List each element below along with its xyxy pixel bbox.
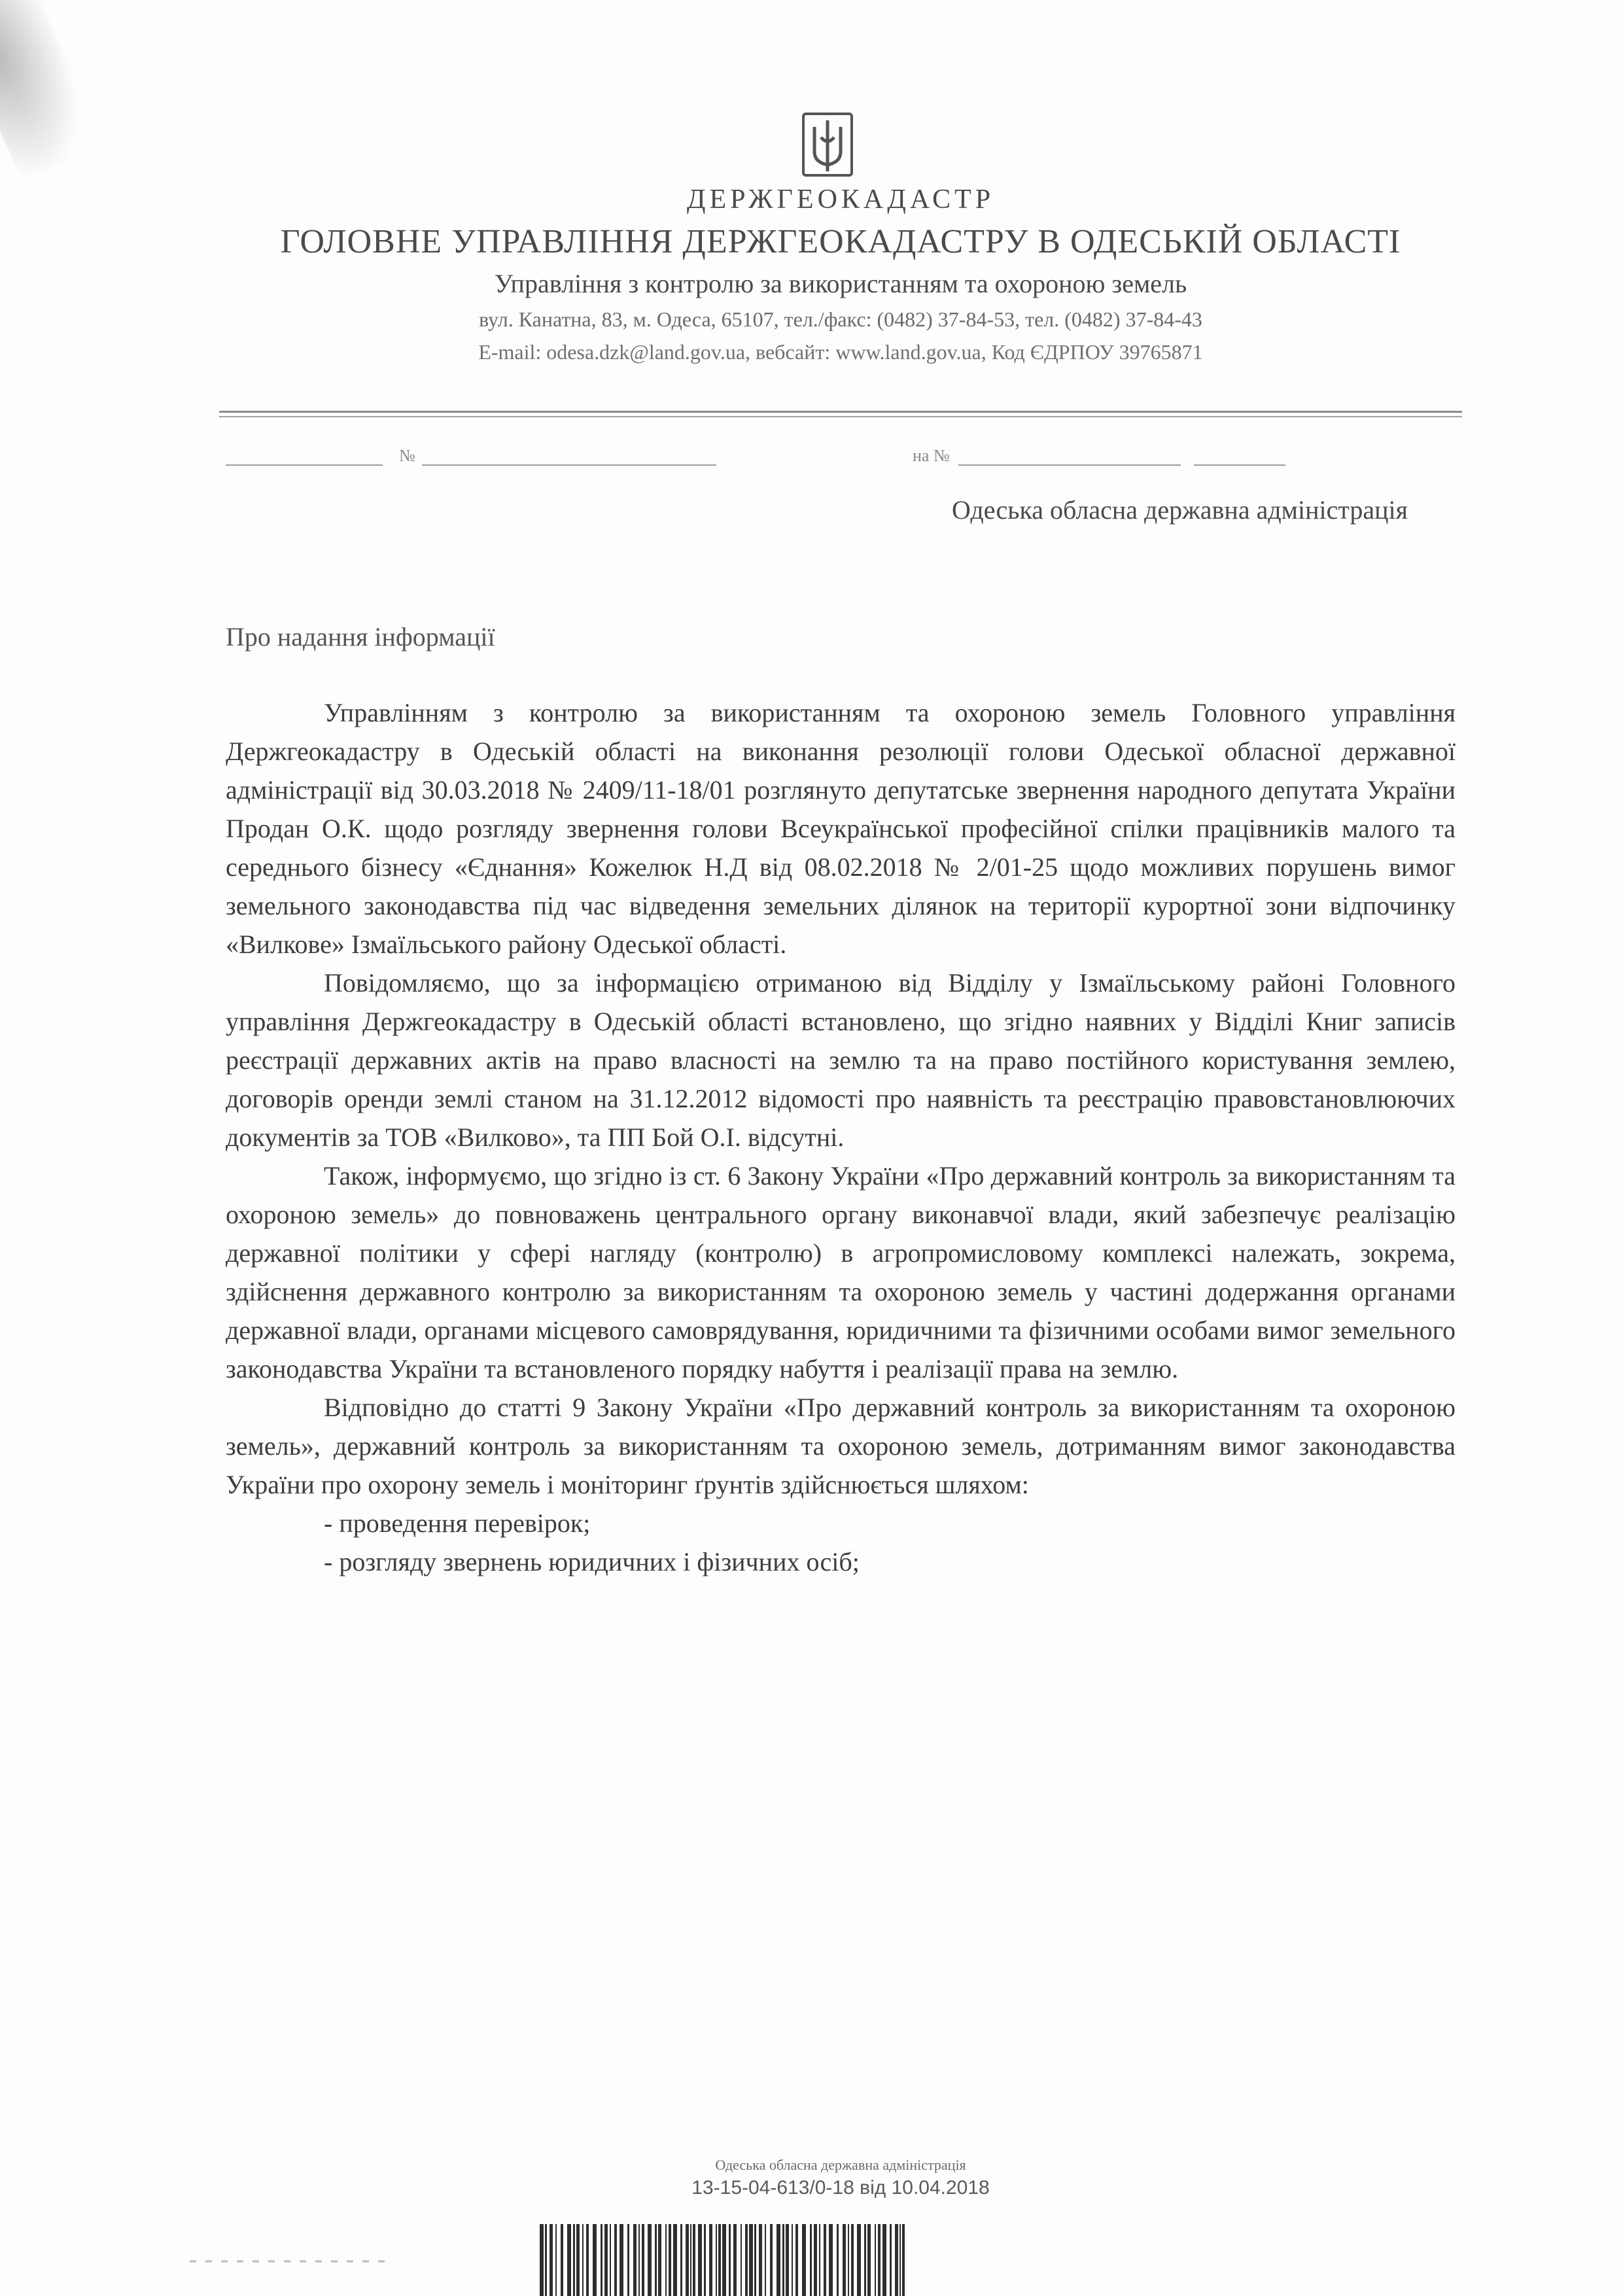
number-label: № [399, 446, 415, 465]
paragraph: Повідомляємо, що за інформацією отриманою від Відділу у Ізмаїльському районі Головного управління Держгеокадастру в Одеській області встановлено, що згідно наявних у Відділі Книг записів реєстрації державних актів на право власності на землю та на право постійного користування землею, договорів оренди землі станом на 31.12.2012 відомості про наявність та реєстрацію правовстановлюючих документів за ТОВ «Вилково», та ПП Бой О.І. відсутні. [226, 968, 1456, 1152]
reply-date-blank [1194, 445, 1285, 466]
letterhead-divider [219, 411, 1462, 413]
directorate-name: ГОЛОВНЕ УПРАВЛІННЯ ДЕРЖГЕОКАДАСТРУ В ОДЕСЬКІЙ ОБЛАСТІ [280, 223, 1401, 260]
list-item: - розгляду звернень юридичних і фізичних осіб; [324, 1547, 860, 1576]
contacts-line-2: E-mail: odesa.dzk@land.gov.ua, вебсайт: www.land.gov.ua, Код ЄДРПОУ 39765871 [478, 340, 1203, 364]
letterhead [226, 180, 1456, 368]
department-name: Управління з контролю за використанням та охороною земель [494, 269, 1187, 298]
registration-stamp [226, 2155, 1456, 2201]
paragraph: Управлінням з контролю за використанням та охороною земель Головного управління Держгеокадастру в Одеській області на виконання резолюції голови Одеської обласної державної адміністрації від 30.03.2018 № 2409/11-18/01 розглянуто депутатське звернення народного депутата України Продан О.К. щодо розгляду звернення голови Всеукраїнської професійної спілки працівників малого та середнього бізнесу «Єднання» Кожелюк Н.Д від 08.02.2018 № 2/01-25 щодо можливих порушень вимог земельного законодавства під час відведення земельних ділянок на території курортної зони відпочинку «Вилкове» Ізмаїльського району Одеської області. [226, 698, 1456, 959]
footer-marks [190, 2253, 386, 2267]
contacts-line-1: вул. Канатна, 83, м. Одеса, 65107, тел./факс: (0482) 37-84-53, тел. (0482) 37-84-43 [479, 307, 1202, 331]
reply-to-label: на № [913, 446, 950, 465]
number-blank [422, 445, 716, 466]
letter-subject: Про надання інформації [226, 622, 495, 652]
reply-number-blank [958, 445, 1181, 466]
reference-row [226, 445, 1456, 471]
letterhead-divider-thin [219, 416, 1462, 417]
stamp-title: Одеська обласна державна адміністрація [715, 2157, 966, 2173]
barcode-icon [540, 2224, 906, 2296]
agency-name: ДЕРЖГЕОКАДАСТР [686, 184, 995, 215]
paragraph: Відповідно до статті 9 Закону України «Про державний контроль за використанням та охороною земель», державний контроль за використанням та охороною земель, дотриманням вимог законодавства України про охорону земель і моніторинг ґрунтів здійснюється шляхом: [226, 1393, 1456, 1499]
stamp-registration-number: 13-15-04-613/0-18 від 10.04.2018 [691, 2177, 990, 2199]
scan-shadow [0, 0, 105, 180]
date-blank [226, 445, 383, 466]
trident-emblem-icon [798, 111, 857, 180]
letter-body [226, 693, 1456, 1581]
addressee: Одеська обласна державна адміністрація [952, 495, 1408, 525]
paragraph: Також, інформуємо, що згідно із ст. 6 Закону України «Про державний контроль за використанням та охороною земель» до повноважень центрального органу виконавчої влади, який забезпечує реалізацію державної політики у сфері нагляду (контролю) в агропромисловому комплексі належать, зокрема, здійснення державного контролю за використанням та охороною земель у частині додержання органами державної влади, органами місцевого самоврядування, юридичними та фізичними особами вимог земельного законодавства України та встановленого порядку набуття і реалізації права на землю. [226, 1161, 1456, 1383]
list-item: - проведення перевірок; [324, 1508, 591, 1538]
